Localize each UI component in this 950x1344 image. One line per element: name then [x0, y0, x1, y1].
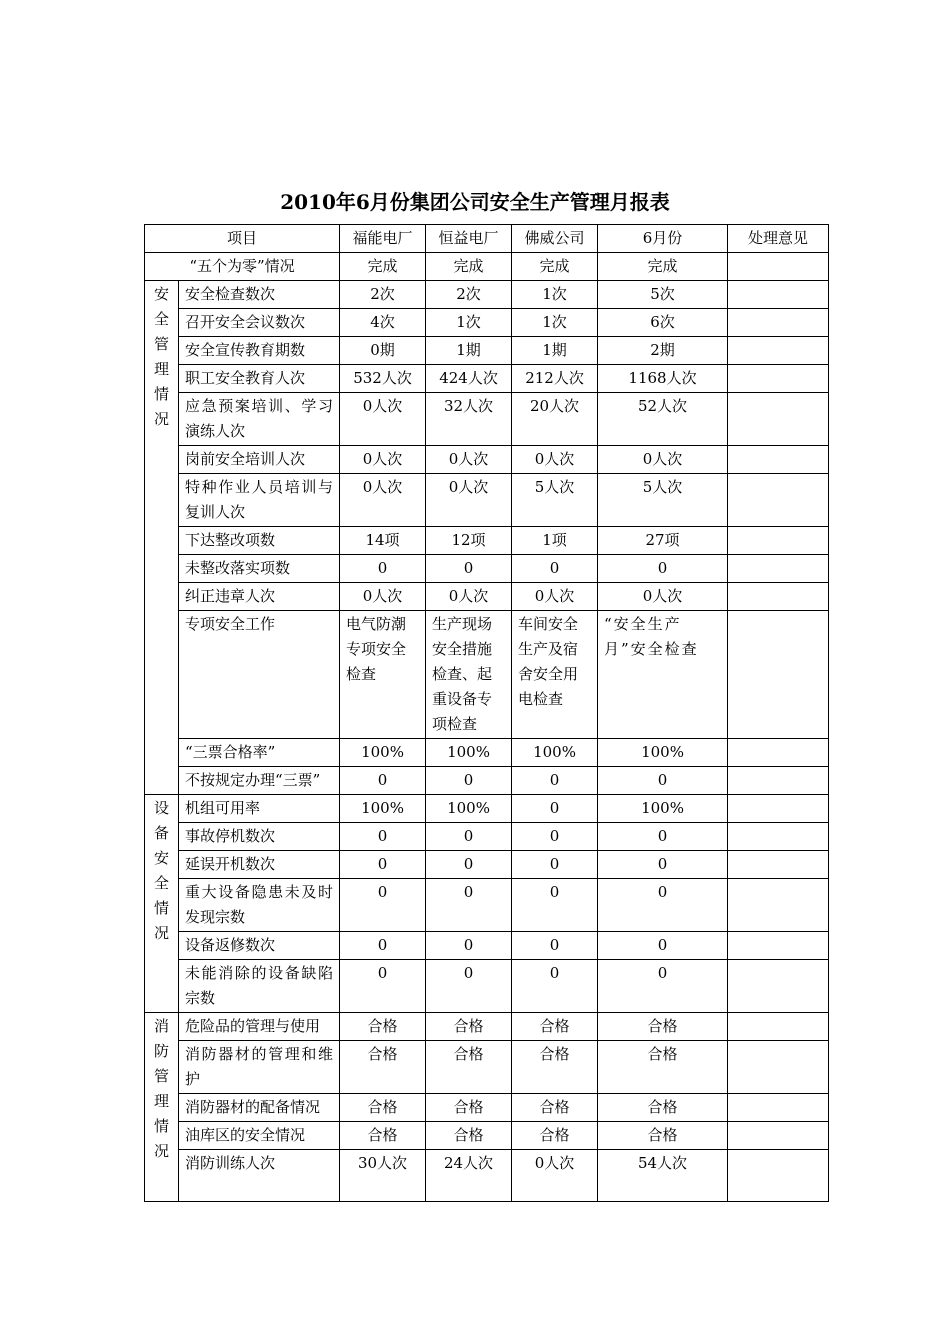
cell-value: 0: [426, 823, 512, 851]
cell-value: 5人次: [512, 474, 598, 527]
row-label: 油库区的安全情况: [179, 1122, 340, 1150]
cell-opinion: [728, 527, 829, 555]
row-label: 未整改落实项数: [179, 555, 340, 583]
cell-value: 0人次: [426, 446, 512, 474]
cell-value: 2期: [598, 337, 728, 365]
cell-value: 4次: [340, 309, 426, 337]
cell-value: 0: [426, 960, 512, 1013]
row-label: 专项安全工作: [179, 611, 340, 739]
cell-value: 5人次: [598, 474, 728, 527]
table-row: [145, 446, 829, 474]
row-label: 设备返修数次: [179, 932, 340, 960]
row-label: 应急预案培训、学习演练人次: [179, 393, 340, 446]
cell-value: 0: [512, 795, 598, 823]
cell-value: 1次: [426, 309, 512, 337]
table-row: [145, 851, 829, 879]
cell-value: 合格: [340, 1013, 426, 1041]
cell-value: 0人次: [340, 474, 426, 527]
cell-opinion: [728, 583, 829, 611]
cell-value: 0人次: [426, 583, 512, 611]
table-row: [145, 767, 829, 795]
row-label: 安全检查数次: [179, 281, 340, 309]
cell-opinion: [728, 960, 829, 1013]
table-row: [145, 527, 829, 555]
row-label: 消防训练人次: [179, 1150, 340, 1202]
cell-value: 0期: [340, 337, 426, 365]
cell-opinion: [728, 879, 829, 932]
row-label: 特种作业人员培训与复训人次: [179, 474, 340, 527]
cell-value: 1期: [512, 337, 598, 365]
cell-value: 0: [426, 767, 512, 795]
cell-value: 0: [598, 823, 728, 851]
header-col1: 福能电厂: [340, 225, 426, 253]
table-row: [145, 932, 829, 960]
cell-value: 100%: [340, 795, 426, 823]
row-label: 事故停机数次: [179, 823, 340, 851]
cell-opinion: [728, 281, 829, 309]
cell-value: 合格: [598, 1122, 728, 1150]
table-row: [145, 1122, 829, 1150]
cell-value: 0人次: [598, 446, 728, 474]
cell-value: 100%: [426, 739, 512, 767]
cell-value: 合格: [426, 1041, 512, 1094]
cell-opinion: [728, 474, 829, 527]
cell-value: 5次: [598, 281, 728, 309]
cell-value: 0: [426, 555, 512, 583]
table-row: [145, 365, 829, 393]
table-row: [145, 393, 829, 446]
row-label: 岗前安全培训人次: [179, 446, 340, 474]
cell-opinion: [728, 795, 829, 823]
cell-value: 54人次: [598, 1150, 728, 1202]
cell-value: 0: [512, 555, 598, 583]
cell-value: 0: [426, 851, 512, 879]
section-label-safety: 安全管理情况: [145, 281, 179, 795]
cell-value: 0人次: [340, 393, 426, 446]
cell-value: 0: [512, 879, 598, 932]
cell-value: 20人次: [512, 393, 598, 446]
header-col4: 6月份: [598, 225, 728, 253]
row-label: 消防器材的管理和维护: [179, 1041, 340, 1094]
header-col2: 恒益电厂: [426, 225, 512, 253]
cell-value: 合格: [598, 1013, 728, 1041]
table-row: [145, 1150, 829, 1202]
report-table: [144, 224, 829, 1202]
cell-value: 212人次: [512, 365, 598, 393]
cell-value: 车间安全生产及宿舍安全用电检查: [512, 611, 598, 739]
cell-value: 1168人次: [598, 365, 728, 393]
header-row: [145, 225, 829, 253]
section-label-equipment: 设备安全情况: [145, 795, 179, 1013]
cell-value: 2次: [340, 281, 426, 309]
header-col5: 处理意见: [728, 225, 829, 253]
cell-opinion: [728, 611, 829, 739]
table-row: [145, 474, 829, 527]
cell-value: 完成: [512, 253, 598, 281]
row-label: 召开安全会议数次: [179, 309, 340, 337]
row-label: 职工安全教育人次: [179, 365, 340, 393]
cell-value: 0人次: [340, 446, 426, 474]
cell-value: 0: [598, 960, 728, 1013]
cell-opinion: [728, 309, 829, 337]
cell-value: 0: [512, 767, 598, 795]
row-label: 纠正违章人次: [179, 583, 340, 611]
row-label: 下达整改项数: [179, 527, 340, 555]
header-col3: 佛威公司: [512, 225, 598, 253]
cell-opinion: [728, 851, 829, 879]
cell-value: 0: [598, 879, 728, 932]
cell-value: 合格: [340, 1094, 426, 1122]
row-label: 机组可用率: [179, 795, 340, 823]
cell-value: 2次: [426, 281, 512, 309]
cell-value: 0: [512, 851, 598, 879]
cell-value: 12项: [426, 527, 512, 555]
cell-value: 电气防潮专项安全检查: [340, 611, 426, 739]
table-row: [145, 583, 829, 611]
page-title: 2010年6月份集团公司安全生产管理月报表: [280, 190, 670, 214]
cell-value: 0: [598, 932, 728, 960]
row-label: 不按规定办理“三票”: [179, 767, 340, 795]
row-label: 安全宣传教育期数: [179, 337, 340, 365]
row-label: 重大设备隐患未及时发现宗数: [179, 879, 340, 932]
cell-value: 0: [598, 767, 728, 795]
cell-value: 6次: [598, 309, 728, 337]
header-item: 项目: [145, 225, 340, 253]
cell-value: 0: [598, 555, 728, 583]
cell-value: 合格: [512, 1041, 598, 1094]
cell-value: 0: [426, 932, 512, 960]
cell-value: 合格: [512, 1013, 598, 1041]
cell-opinion: [728, 1013, 829, 1041]
table-row: [145, 879, 829, 932]
cell-value: “安全生产月”安全检查: [598, 611, 728, 739]
cell-value: 合格: [426, 1013, 512, 1041]
table-row: [145, 1094, 829, 1122]
cell-opinion: [728, 823, 829, 851]
cell-value: 100%: [512, 739, 598, 767]
cell-opinion: [728, 1041, 829, 1094]
cell-value: 0: [340, 879, 426, 932]
cell-opinion: [728, 1150, 829, 1202]
cell-value: 合格: [512, 1122, 598, 1150]
cell-value: 0人次: [512, 583, 598, 611]
cell-value: 0: [340, 960, 426, 1013]
cell-value: 合格: [598, 1041, 728, 1094]
cell-value: 24人次: [426, 1150, 512, 1202]
cell-value: 424人次: [426, 365, 512, 393]
cell-value: 0人次: [512, 1150, 598, 1202]
cell-value: 100%: [598, 739, 728, 767]
table-row: [145, 795, 829, 823]
cell-value: 532人次: [340, 365, 426, 393]
table-row: [145, 337, 829, 365]
cell-value: 0人次: [512, 446, 598, 474]
table-row: [145, 253, 829, 281]
section-label-fire: 消防管理情况: [145, 1013, 179, 1202]
cell-value: 0: [426, 879, 512, 932]
cell-value: 0: [512, 932, 598, 960]
cell-value: 完成: [598, 253, 728, 281]
row-label: 延误开机数次: [179, 851, 340, 879]
cell-value: 14项: [340, 527, 426, 555]
row-label: 危险品的管理与使用: [179, 1013, 340, 1041]
cell-value: 合格: [340, 1041, 426, 1094]
row-label: “三票合格率”: [179, 739, 340, 767]
cell-opinion: [728, 337, 829, 365]
row-label: 消防器材的配备情况: [179, 1094, 340, 1122]
table-row: [145, 281, 829, 309]
cell-value: 100%: [426, 795, 512, 823]
cell-value: 生产现场安全措施检查、起重设备专项检查: [426, 611, 512, 739]
cell-value: 1次: [512, 309, 598, 337]
row-label: “五个为零”情况: [145, 253, 340, 281]
cell-value: 0人次: [340, 583, 426, 611]
table-row: [145, 555, 829, 583]
cell-value: 0人次: [598, 583, 728, 611]
cell-opinion: [728, 555, 829, 583]
cell-value: 0: [340, 767, 426, 795]
cell-opinion: [728, 1122, 829, 1150]
cell-value: 合格: [340, 1122, 426, 1150]
cell-opinion: [728, 932, 829, 960]
cell-value: 合格: [512, 1094, 598, 1122]
cell-value: 0: [340, 851, 426, 879]
cell-opinion: [728, 767, 829, 795]
cell-value: 0: [598, 851, 728, 879]
table-row: [145, 1041, 829, 1094]
table-row: [145, 960, 829, 1013]
cell-value: 27项: [598, 527, 728, 555]
cell-opinion: [728, 1094, 829, 1122]
cell-value: 30人次: [340, 1150, 426, 1202]
row-label: 未能消除的设备缺陷宗数: [179, 960, 340, 1013]
table-row: [145, 611, 829, 739]
cell-value: 0: [340, 932, 426, 960]
cell-value: 完成: [340, 253, 426, 281]
cell-value: 合格: [598, 1094, 728, 1122]
cell-value: 完成: [426, 253, 512, 281]
cell-opinion: [728, 739, 829, 767]
cell-value: 合格: [426, 1094, 512, 1122]
table-row: [145, 739, 829, 767]
table-row: [145, 309, 829, 337]
cell-value: 32人次: [426, 393, 512, 446]
cell-value: 0: [512, 823, 598, 851]
table-row: [145, 823, 829, 851]
cell-value: 100%: [598, 795, 728, 823]
cell-opinion: [728, 446, 829, 474]
table-row: [145, 1013, 829, 1041]
cell-value: 52人次: [598, 393, 728, 446]
cell-value: 0人次: [426, 474, 512, 527]
cell-value: 0: [340, 555, 426, 583]
cell-value: 0: [340, 823, 426, 851]
cell-value: 1期: [426, 337, 512, 365]
cell-value: 0: [512, 960, 598, 1013]
cell-opinion: [728, 253, 829, 281]
cell-value: 1项: [512, 527, 598, 555]
cell-opinion: [728, 393, 829, 446]
cell-value: 100%: [340, 739, 426, 767]
cell-value: 合格: [426, 1122, 512, 1150]
cell-opinion: [728, 365, 829, 393]
cell-value: 1次: [512, 281, 598, 309]
